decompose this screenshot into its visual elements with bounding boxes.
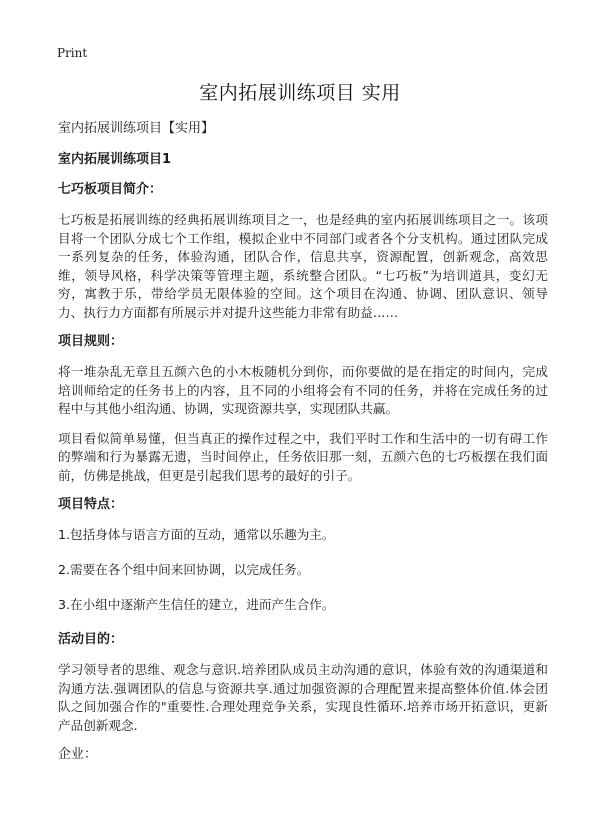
document-subtitle: 室内拓展训练项目【实用】 <box>58 121 215 136</box>
enterprise-label: 企业： <box>58 747 98 762</box>
rules-paragraph-1: 将一堆杂乱无章且五颜六色的小木板随机分到你，而你要做的是在指定的时间内，完成培训师给定的任务书上的内容，且不同的小组将会有不同的任务，并将在完成任务的过程中与其他小组沟通、协调，实现资源共享，实现团队共赢。 <box>58 364 548 416</box>
intro-heading: 七巧板项目简介： <box>58 182 163 197</box>
rules-paragraph-2: 项目看似简单易懂，但当真正的操作过程之中，我们平时工作和生活中的一切有碍工作的弊端和行为暴露无遗，当时间停止，任务依旧那一刻，五颜六色的七巧板摆在我们面前，仿佛是挑战，但更是引起我们思考的最好的引子。 <box>58 430 548 483</box>
section-title: 室内拓展训练项目1 <box>58 152 172 167</box>
features-heading: 项目特点： <box>58 497 124 512</box>
feature-item-1: 1.包括身体与语言方面的互动，通常以乐趣为主。 <box>58 527 335 542</box>
page-title: 室内拓展训练项目 实用 <box>199 82 401 104</box>
feature-item-2: 2.需要在各个组中间来回协调，以完成任务。 <box>58 562 310 577</box>
document-body <box>58 120 548 777</box>
intro-paragraph: 七巧板是拓展训练的经典拓展训练项目之一，也是经典的室内拓展训练项目之一。该项目将一个团队分成七个工作组，模拟企业中不同部门或者各个分支机构。通过团队完成一系列复杂的任务，体验沟通，团队合作，信息共享，资源配置，创新观念，高效思维，领导风格，科学决策等管理主题，系统整合团队。“七巧板”为培训道具，变幻无穷，寓教于乐，带给学员无限体验的空间。这个项目在沟通、协调、团队意识、领导力、执行力方面都有所展示并对提升这些能力非常有助益…… <box>58 212 548 320</box>
feature-item-3: 3.在小组中逐渐产生信任的建立，进而产生合作。 <box>58 597 335 612</box>
purpose-paragraph: 学习领导者的思维、观念与意识.培养团队成员主动沟通的意识，体验有效的沟通渠道和沟通方法.强调团队的信息与资源共享.通过加强资源的合理配置来提高整体价值.体会团队之间加强合作的"重要性.合理处理竞争关系，实现良性循环.培养市场开拓意识，更新产品创新观念. <box>58 662 548 733</box>
purpose-heading: 活动目的： <box>58 632 124 647</box>
rules-heading: 项目规则： <box>58 334 124 349</box>
print-label: Print <box>57 46 88 60</box>
